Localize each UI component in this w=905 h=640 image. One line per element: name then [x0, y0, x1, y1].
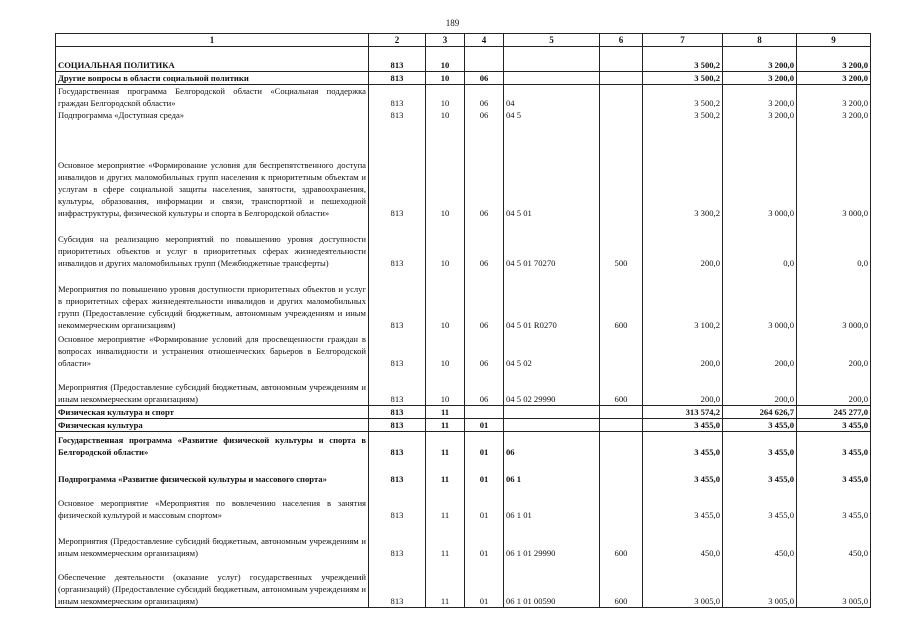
row-amount-2: 0,0: [723, 219, 797, 269]
row-expense-type: [600, 458, 643, 485]
row-amount-2: 3 455,0: [723, 431, 797, 458]
row-expense-type: 600: [600, 269, 643, 331]
row-name: Физическая культура: [56, 418, 369, 431]
table-row: [56, 121, 871, 219]
column-header: 9: [797, 34, 871, 47]
column-header: 3: [426, 34, 465, 47]
row-target-code: [504, 47, 600, 72]
row-expense-type: [600, 109, 643, 121]
row-amount-2: 264 626,7: [723, 405, 797, 418]
row-subsection-code: 01: [465, 559, 504, 607]
row-amount-3: 3 200,0: [797, 109, 871, 121]
row-target-code: 06 1: [504, 458, 600, 485]
table-row: [56, 269, 871, 331]
row-amount-1: 3 455,0: [643, 458, 723, 485]
table-row: [56, 418, 871, 431]
row-ministry-code: 813: [369, 219, 426, 269]
row-name: Основное мероприятие «Формирование условий для просвещенности граждан в вопросах инвалидности и устранения отношенческих барьеров в Белгородской области»: [56, 331, 369, 369]
row-name: Государственная программа «Развитие физической культуры и спорта в Белгородской области»: [56, 431, 369, 458]
table-row: [56, 72, 871, 85]
row-expense-type: [600, 331, 643, 369]
row-target-code: 04 5 01 70270: [504, 219, 600, 269]
row-target-code: 04 5 01: [504, 121, 600, 219]
row-amount-3: 3 455,0: [797, 485, 871, 521]
row-name: Основное мероприятие «Мероприятия по вовлечению населения в занятия физической культурой и массовым спортом»: [56, 485, 369, 521]
row-subsection-code: 06: [465, 331, 504, 369]
column-header: 6: [600, 34, 643, 47]
row-target-code: [504, 418, 600, 431]
row-ministry-code: 813: [369, 47, 426, 72]
row-amount-2: 450,0: [723, 521, 797, 559]
row-amount-2: 3 000,0: [723, 121, 797, 219]
row-ministry-code: 813: [369, 109, 426, 121]
table-row: [56, 458, 871, 485]
row-amount-1: 200,0: [643, 331, 723, 369]
row-ministry-code: 813: [369, 121, 426, 219]
row-amount-3: 3 000,0: [797, 269, 871, 331]
row-amount-3: 3 005,0: [797, 559, 871, 607]
column-header: 4: [465, 34, 504, 47]
row-target-code: 04 5 02 29990: [504, 369, 600, 405]
row-expense-type: 600: [600, 559, 643, 607]
column-header: 2: [369, 34, 426, 47]
row-target-code: 04 5 01 R0270: [504, 269, 600, 331]
table-row: [56, 109, 871, 121]
row-amount-3: 3 455,0: [797, 431, 871, 458]
row-target-code: [504, 405, 600, 418]
budget-table: [55, 33, 871, 608]
row-amount-1: 3 500,2: [643, 47, 723, 72]
row-subsection-code: [465, 47, 504, 72]
row-section-code: 10: [426, 269, 465, 331]
row-amount-3: 3 455,0: [797, 418, 871, 431]
row-amount-1: 450,0: [643, 521, 723, 559]
row-subsection-code: 06: [465, 121, 504, 219]
row-section-code: 10: [426, 369, 465, 405]
row-amount-1: 3 300,2: [643, 121, 723, 219]
row-amount-2: 200,0: [723, 369, 797, 405]
row-section-code: 10: [426, 331, 465, 369]
row-ministry-code: 813: [369, 405, 426, 418]
row-amount-1: 3 100,2: [643, 269, 723, 331]
row-amount-1: 3 500,2: [643, 85, 723, 110]
row-ministry-code: 813: [369, 431, 426, 458]
row-amount-3: 3 200,0: [797, 72, 871, 85]
row-ministry-code: 813: [369, 269, 426, 331]
row-name: Физическая культура и спорт: [56, 405, 369, 418]
row-subsection-code: 01: [465, 521, 504, 559]
row-amount-1: 200,0: [643, 369, 723, 405]
row-subsection-code: 06: [465, 219, 504, 269]
table-row: [56, 431, 871, 458]
row-section-code: 10: [426, 47, 465, 72]
row-name: Мероприятия (Предоставление субсидий бюджетным, автономным учреждениям и иным некоммерческим организациям): [56, 521, 369, 559]
row-expense-type: [600, 405, 643, 418]
row-expense-type: [600, 72, 643, 85]
table-header-row: [56, 34, 871, 47]
row-amount-3: 200,0: [797, 369, 871, 405]
row-amount-3: 0,0: [797, 219, 871, 269]
table-row: [56, 485, 871, 521]
row-subsection-code: 01: [465, 485, 504, 521]
row-subsection-code: 01: [465, 418, 504, 431]
row-target-code: 04 5 02: [504, 331, 600, 369]
row-section-code: 11: [426, 458, 465, 485]
row-section-code: 10: [426, 72, 465, 85]
table-row: [56, 521, 871, 559]
row-amount-3: 200,0: [797, 331, 871, 369]
row-target-code: [504, 72, 600, 85]
row-expense-type: [600, 418, 643, 431]
row-amount-1: 200,0: [643, 219, 723, 269]
row-amount-3: 450,0: [797, 521, 871, 559]
row-section-code: 11: [426, 521, 465, 559]
row-amount-2: 3 200,0: [723, 109, 797, 121]
column-header: 7: [643, 34, 723, 47]
row-name: Государственная программа Белгородской области «Социальная поддержка граждан Белгородской области»: [56, 85, 369, 110]
column-header: 5: [504, 34, 600, 47]
row-target-code: 04: [504, 85, 600, 110]
row-section-code: 11: [426, 559, 465, 607]
row-section-code: 10: [426, 219, 465, 269]
row-section-code: 10: [426, 121, 465, 219]
column-header: 1: [56, 34, 369, 47]
row-amount-2: 3 200,0: [723, 85, 797, 110]
row-section-code: 11: [426, 431, 465, 458]
row-name: Подпрограмма «Развитие физической культуры и массового спорта»: [56, 458, 369, 485]
row-amount-1: 3 455,0: [643, 418, 723, 431]
row-name: Другие вопросы в области социальной политики: [56, 72, 369, 85]
page-number: 189: [445, 18, 460, 28]
row-ministry-code: 813: [369, 331, 426, 369]
row-section-code: 11: [426, 405, 465, 418]
row-ministry-code: 813: [369, 85, 426, 110]
row-amount-1: 3 005,0: [643, 559, 723, 607]
row-amount-3: 245 277,0: [797, 405, 871, 418]
row-amount-1: 3 455,0: [643, 485, 723, 521]
row-subsection-code: 06: [465, 109, 504, 121]
row-ministry-code: 813: [369, 521, 426, 559]
row-expense-type: 600: [600, 369, 643, 405]
row-expense-type: [600, 431, 643, 458]
row-name: Субсидия на реализацию мероприятий по повышению уровня доступности приоритетных объектов и услуг в приоритетных сферах жизнедеятельности инвалидов и других маломобильных групп (Межбюджетные трансферты): [56, 219, 369, 269]
row-section-code: 11: [426, 418, 465, 431]
row-target-code: 06: [504, 431, 600, 458]
row-name: СОЦИАЛЬНАЯ ПОЛИТИКА: [56, 47, 369, 72]
row-name: Подпрограмма «Доступная среда»: [56, 109, 369, 121]
column-header: 8: [723, 34, 797, 47]
row-expense-type: 500: [600, 219, 643, 269]
row-ministry-code: 813: [369, 369, 426, 405]
row-subsection-code: 06: [465, 72, 504, 85]
row-ministry-code: 813: [369, 485, 426, 521]
row-amount-2: 3 005,0: [723, 559, 797, 607]
table-row: [56, 559, 871, 607]
table-row: [56, 47, 871, 72]
table-row: [56, 219, 871, 269]
row-target-code: 06 1 01: [504, 485, 600, 521]
row-target-code: 04 5: [504, 109, 600, 121]
row-amount-2: 200,0: [723, 331, 797, 369]
row-name: Основное мероприятие «Формирование условия для беспрепятственного доступа инвалидов и других маломобильных групп населения к приоритетным объектам и услугам в сфере социальной защиты населения, занятости, здравоохранения, культуры, образования, информации и связи, транспортной и пешеходной инфраструктуры, физической культуры и спорта в Белгородской области»: [56, 121, 369, 219]
row-name: Обеспечение деятельности (оказание услуг) государственных учреждений (организаций) (Предоставление субсидий бюджетным, автономным учреждениям и иным некоммерческим организациям): [56, 559, 369, 607]
row-section-code: 11: [426, 485, 465, 521]
row-name: Мероприятия (Предоставление субсидий бюджетным, автономным учреждениям и иным некоммерческим организациям): [56, 369, 369, 405]
row-subsection-code: 01: [465, 431, 504, 458]
row-ministry-code: 813: [369, 418, 426, 431]
row-amount-3: 3 200,0: [797, 85, 871, 110]
row-expense-type: [600, 485, 643, 521]
row-amount-2: 3 455,0: [723, 418, 797, 431]
table-row: [56, 405, 871, 418]
table-row: [56, 369, 871, 405]
row-amount-3: 3 200,0: [797, 47, 871, 72]
row-subsection-code: 06: [465, 269, 504, 331]
row-amount-1: 3 500,2: [643, 72, 723, 85]
row-amount-2: 3 200,0: [723, 47, 797, 72]
row-ministry-code: 813: [369, 72, 426, 85]
row-ministry-code: 813: [369, 458, 426, 485]
row-amount-1: 313 574,2: [643, 405, 723, 418]
table-row: [56, 85, 871, 110]
row-expense-type: 600: [600, 521, 643, 559]
row-name: Мероприятия по повышению уровня доступности приоритетных объектов и услуг в приоритетных сферах жизнедеятельности инвалидов и других маломобильных групп (Предоставление субсидий бюджетным, автономным учреждениям и иным некоммерческим организациям): [56, 269, 369, 331]
row-expense-type: [600, 85, 643, 110]
row-section-code: 10: [426, 85, 465, 110]
row-subsection-code: [465, 405, 504, 418]
row-subsection-code: 06: [465, 369, 504, 405]
row-amount-2: 3 200,0: [723, 72, 797, 85]
row-expense-type: [600, 47, 643, 72]
row-subsection-code: 06: [465, 85, 504, 110]
row-ministry-code: 813: [369, 559, 426, 607]
row-subsection-code: 01: [465, 458, 504, 485]
row-amount-2: 3 455,0: [723, 458, 797, 485]
table-row: [56, 331, 871, 369]
row-amount-1: 3 500,2: [643, 109, 723, 121]
row-amount-3: 3 000,0: [797, 121, 871, 219]
row-amount-1: 3 455,0: [643, 431, 723, 458]
row-target-code: 06 1 01 00590: [504, 559, 600, 607]
row-section-code: 10: [426, 109, 465, 121]
row-target-code: 06 1 01 29990: [504, 521, 600, 559]
row-amount-2: 3 000,0: [723, 269, 797, 331]
row-amount-3: 3 455,0: [797, 458, 871, 485]
row-expense-type: [600, 121, 643, 219]
row-amount-2: 3 455,0: [723, 485, 797, 521]
